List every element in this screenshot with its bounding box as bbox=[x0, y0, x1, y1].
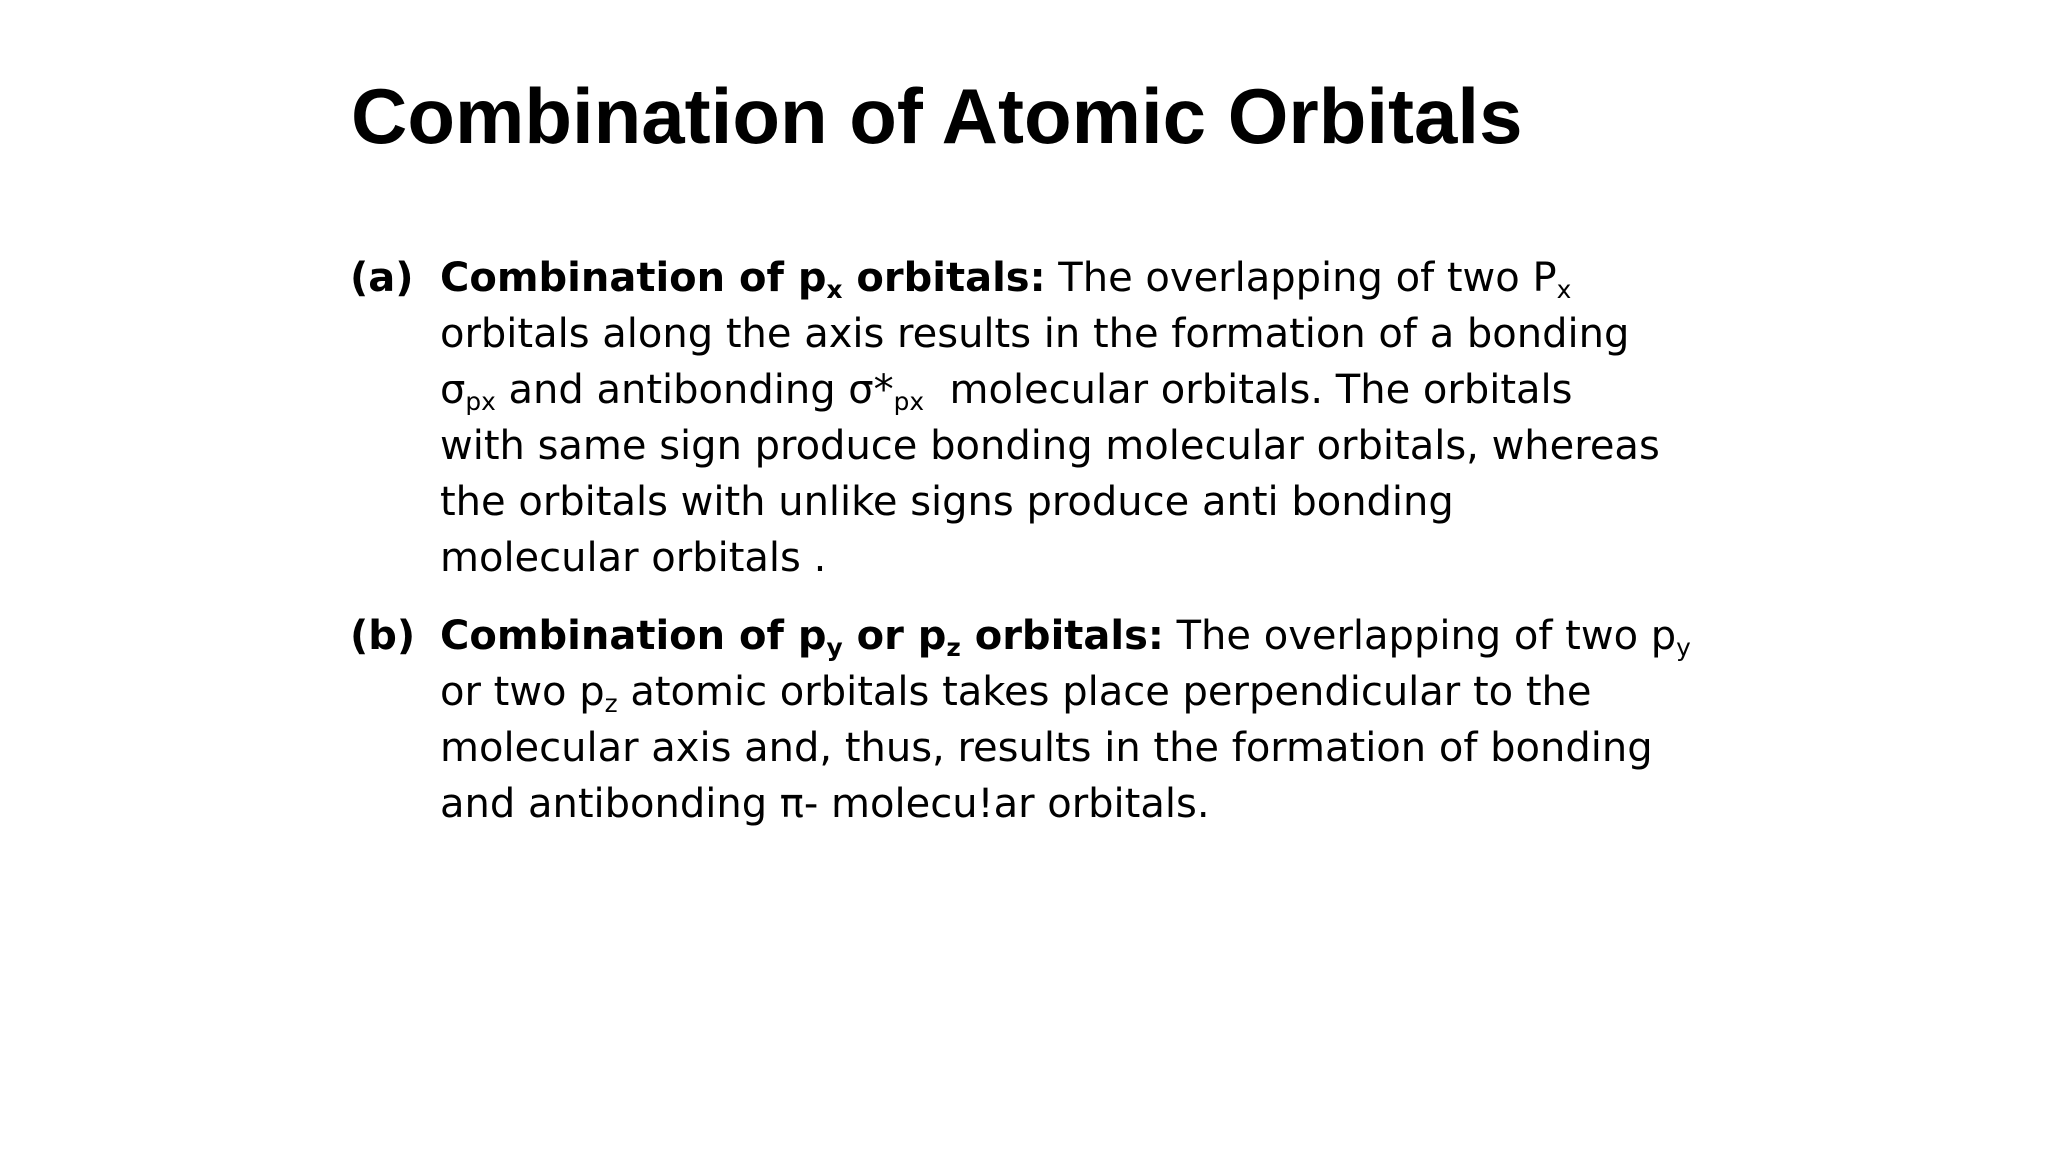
heading-text: Combination of p bbox=[440, 613, 827, 659]
body-text: The overlapping of two p bbox=[1163, 613, 1677, 659]
item-line bbox=[440, 362, 1730, 418]
item-marker: (a) bbox=[350, 255, 414, 301]
sigma-symbol: σ bbox=[440, 367, 466, 413]
body-text: The overlapping of two P bbox=[1045, 255, 1557, 301]
heading-subscript: y bbox=[826, 632, 843, 662]
item-heading bbox=[440, 613, 1164, 662]
body-subscript: y bbox=[1676, 632, 1691, 662]
item-line bbox=[440, 664, 1730, 720]
item-line: orbitals along the axis results in the formation of a bonding bbox=[440, 311, 1630, 357]
body-text: atomic orbitals takes place perpendicular to the bbox=[617, 669, 1592, 715]
heading-subscript: x bbox=[826, 274, 843, 304]
heading-text: Combination of p bbox=[440, 255, 827, 301]
item-marker: (b) bbox=[350, 613, 416, 659]
content-list bbox=[350, 250, 1730, 832]
list-item-a bbox=[350, 250, 1730, 586]
heading-text: orbitals: bbox=[960, 613, 1164, 659]
item-body bbox=[440, 608, 1730, 832]
body-text: molecular orbitals. The orbitals bbox=[924, 367, 1573, 413]
body-text: or two p bbox=[440, 669, 605, 715]
body-subscript: px bbox=[465, 386, 496, 416]
heading-text: orbitals: bbox=[842, 255, 1046, 301]
heading-text: or p bbox=[842, 613, 947, 659]
body-subscript: px bbox=[893, 386, 925, 416]
item-line bbox=[440, 250, 1730, 306]
body-subscript: x bbox=[1556, 274, 1572, 304]
item-line: molecular axis and, thus, results in the formation of bonding bbox=[440, 725, 1653, 771]
item-line: with same sign produce bonding molecular orbitals, whereas bbox=[440, 423, 1660, 469]
item-line: the orbitals with unlike signs produce anti bonding bbox=[440, 479, 1454, 525]
item-line bbox=[440, 608, 1730, 664]
item-line: and antibonding π- molecu!ar orbitals. bbox=[440, 781, 1210, 827]
heading-subscript: z bbox=[946, 632, 961, 662]
item-body bbox=[440, 250, 1730, 586]
item-heading bbox=[440, 255, 1046, 304]
slide-title: Combination of Atomic Orbitals bbox=[351, 72, 1523, 160]
body-subscript: z bbox=[604, 688, 618, 718]
item-line: molecular orbitals . bbox=[440, 535, 827, 581]
body-text: and antibonding σ* bbox=[495, 367, 894, 413]
list-item-b bbox=[350, 608, 1730, 832]
